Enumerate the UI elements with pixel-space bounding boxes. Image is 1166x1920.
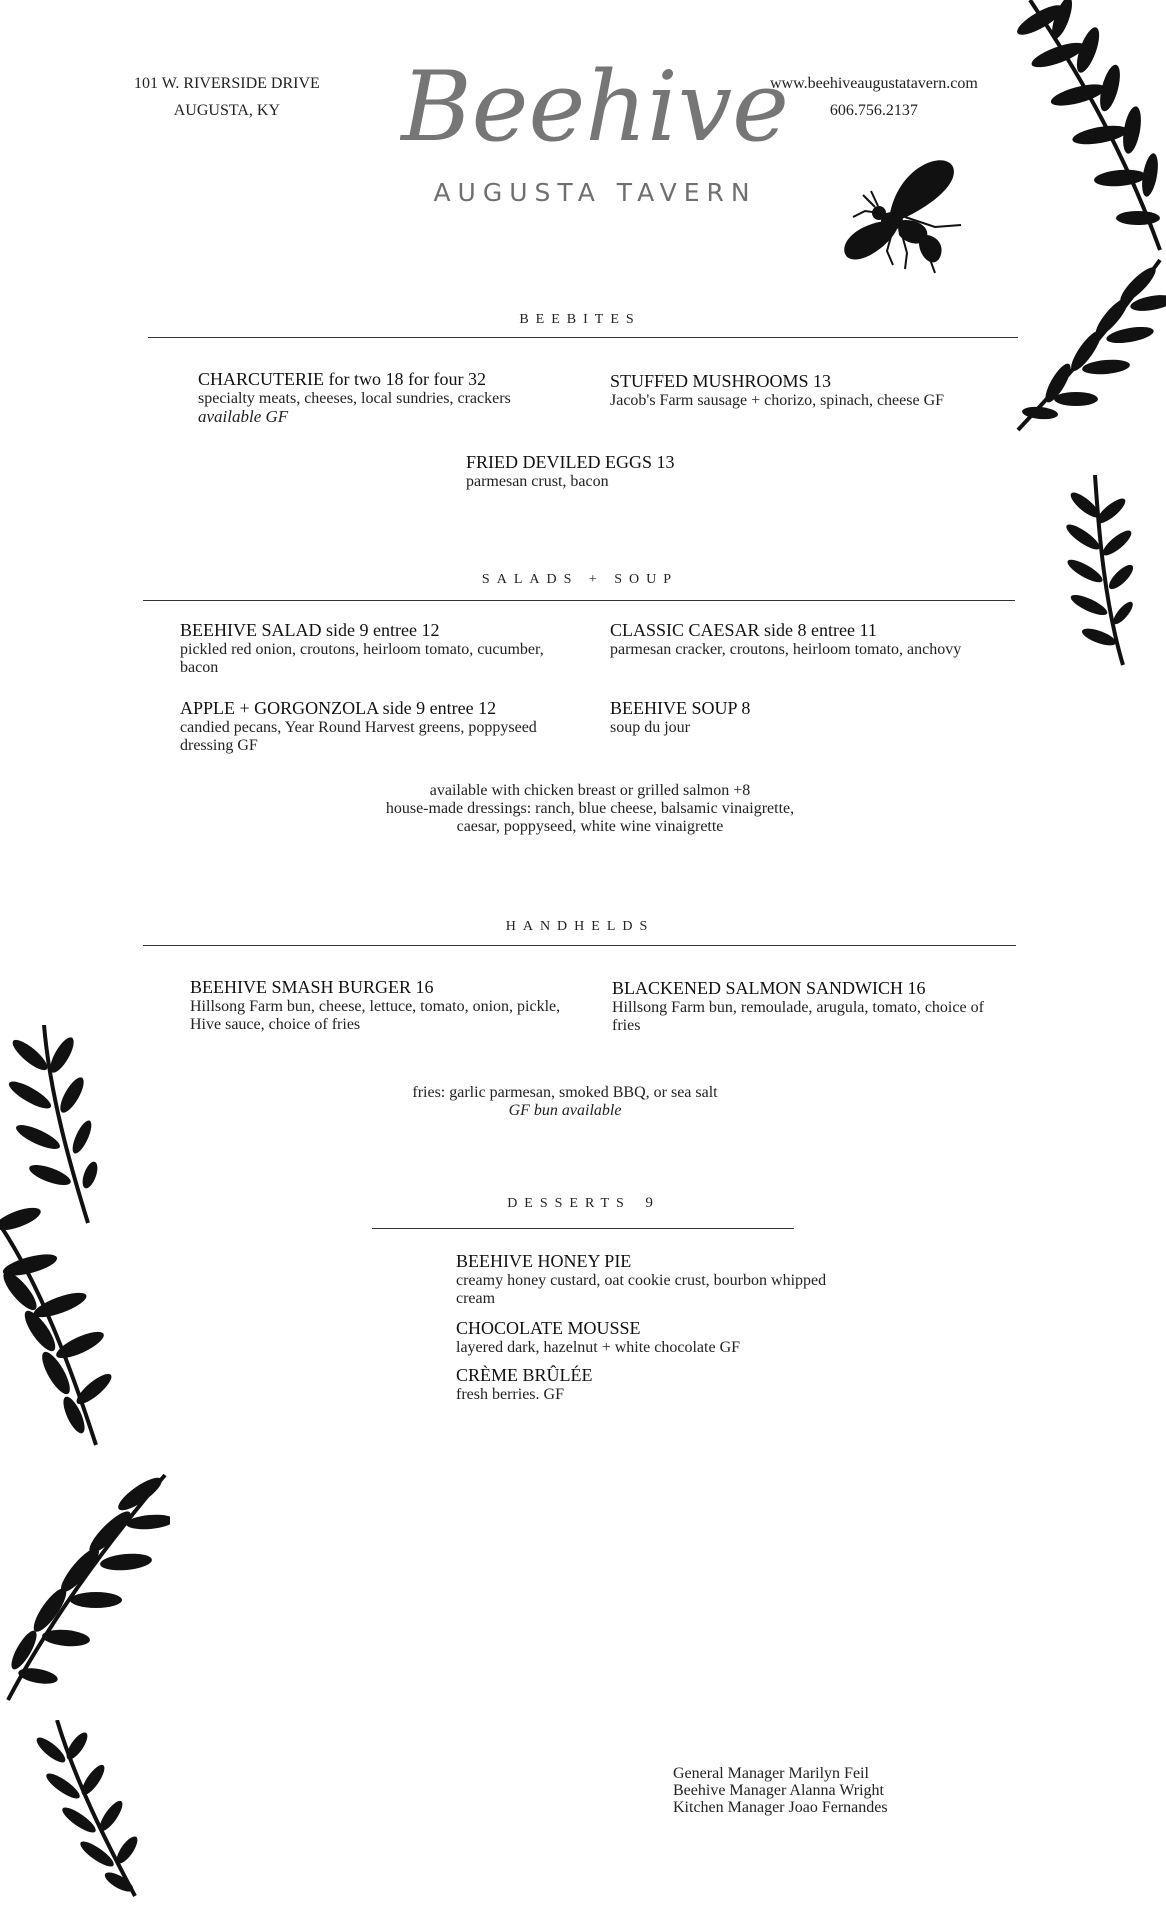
handhelds-note <box>315 1084 815 1120</box>
menu-item-beehive-salad <box>180 620 580 677</box>
section-title-desserts <box>380 1195 780 1212</box>
menu-item-salmon-sandwich <box>612 978 992 1035</box>
contact <box>770 70 978 124</box>
item-name: BEEHIVE SALAD side 9 entree 12 <box>180 620 440 640</box>
item-name: STUFFED MUSHROOMS 13 <box>610 371 832 391</box>
staff-line1: General Manager Marilyn Feil <box>673 1765 869 1782</box>
desserts-title: DESSERTS <box>507 1196 631 1211</box>
item-name: CRÈME BRÛLÉE <box>456 1365 593 1385</box>
beehive-logo <box>400 40 790 230</box>
fern-leaf-icon <box>1010 255 1166 435</box>
item-name: CHOCOLATE MOUSSE <box>456 1318 641 1338</box>
item-name: BEEHIVE HONEY PIE <box>456 1251 632 1271</box>
menu-item-fried-deviled-eggs <box>466 452 846 491</box>
menu-item-chocolate-mousse <box>456 1318 856 1357</box>
address-line1: 101 W. RIVERSIDE DRIVE <box>134 75 320 92</box>
item-note: available GF <box>198 407 289 426</box>
item-desc: parmesan crust, bacon <box>466 473 609 490</box>
section-title-beebites: BEEBITES <box>519 312 641 327</box>
salads-note-line2: house-made dressings: ranch, blue cheese, balsamic vinaigrette, <box>385 800 795 817</box>
item-name: CHARCUTERIE for two 18 for four 32 <box>198 369 486 389</box>
item-desc: candied pecans, Year Round Harvest greens, poppyseed dressing GF <box>180 719 537 754</box>
menu-item-charcuterie <box>198 369 598 425</box>
staff-line2: Beehive Manager Alanna Wright <box>673 1782 884 1799</box>
handhelds-note-line2: GF bun available <box>508 1102 622 1119</box>
phone-number: 606.756.2137 <box>829 102 918 119</box>
item-name: FRIED DEVILED EGGS 13 <box>466 452 675 472</box>
fern-leaf-icon <box>1010 0 1166 260</box>
fern-leaf-icon <box>0 1470 170 1705</box>
address-line2: AUGUSTA, KY <box>173 102 281 119</box>
item-desc: Jacob's Farm sausage + chorizo, spinach, cheese GF <box>610 392 945 409</box>
item-name: APPLE + GORGONZOLA side 9 entree 12 <box>180 698 497 718</box>
menu-item-creme-brulee <box>456 1365 856 1404</box>
item-desc: creamy honey custard, oat cookie crust, bourbon whipped cream <box>456 1272 827 1307</box>
divider <box>143 945 1016 946</box>
desserts-price: 9 <box>645 1195 653 1211</box>
item-name: CLASSIC CAESAR side 8 entree 11 <box>610 620 877 640</box>
fern-leaf-icon <box>0 1205 115 1450</box>
section-title-salads: SALADS + SOUP <box>481 572 679 587</box>
menu-item-honey-pie <box>456 1251 856 1308</box>
menu-item-beehive-soup <box>610 698 990 737</box>
logo-script <box>400 40 790 170</box>
item-desc: Hillsong Farm bun, remoulade, arugula, tomato, choice of fries <box>612 999 984 1034</box>
item-desc: layered dark, hazelnut + white chocolate GF <box>456 1339 741 1356</box>
fern-leaf-icon <box>0 1025 100 1225</box>
menu-item-apple-gorgonzola <box>180 698 580 755</box>
address <box>134 70 320 124</box>
item-desc: fresh berries. GF <box>456 1386 564 1403</box>
item-desc: soup du jour <box>610 719 690 736</box>
fern-leaf-icon <box>35 1720 145 1900</box>
item-name: BLACKENED SALMON SANDWICH 16 <box>612 978 926 998</box>
menu-item-stuffed-mushrooms <box>610 371 990 410</box>
item-desc: parmesan cracker, croutons, heirloom tomato, anchovy <box>610 641 962 658</box>
menu-item-classic-caesar <box>610 620 990 659</box>
staff-credits <box>673 1765 993 1816</box>
divider <box>372 1228 794 1229</box>
item-name: BEEHIVE SMASH BURGER 16 <box>190 977 434 997</box>
item-desc: pickled red onion, croutons, heirloom tomato, cucumber, bacon <box>180 641 544 676</box>
fern-leaf-icon <box>1055 475 1135 670</box>
item-name: BEEHIVE SOUP 8 <box>610 698 751 718</box>
divider <box>143 600 1015 601</box>
menu-item-smash-burger <box>190 977 590 1034</box>
item-desc: Hillsong Farm bun, cheese, lettuce, tomato, onion, pickle, Hive sauce, choice of fries <box>190 998 561 1033</box>
salads-note-line1: available with chicken breast or grilled salmon +8 <box>429 782 751 799</box>
salads-note <box>290 782 890 836</box>
bee-icon <box>835 155 975 290</box>
website-link[interactable]: www.beehiveaugustatavern.com <box>770 75 978 92</box>
staff-line3: Kitchen Manager Joao Fernandes <box>673 1799 888 1816</box>
section-title-handhelds: HANDHELDS <box>505 919 655 934</box>
logo-subtitle: AUGUSTA TAVERN <box>433 178 757 207</box>
item-desc: specialty meats, cheeses, local sundries, crackers <box>198 390 511 407</box>
handhelds-note-line1: fries: garlic parmesan, smoked BBQ, or sea salt <box>412 1084 718 1101</box>
salads-note-line3: caesar, poppyseed, white wine vinaigrette <box>456 818 724 835</box>
divider <box>148 337 1018 338</box>
logo-script-text: Beehive <box>401 51 789 163</box>
